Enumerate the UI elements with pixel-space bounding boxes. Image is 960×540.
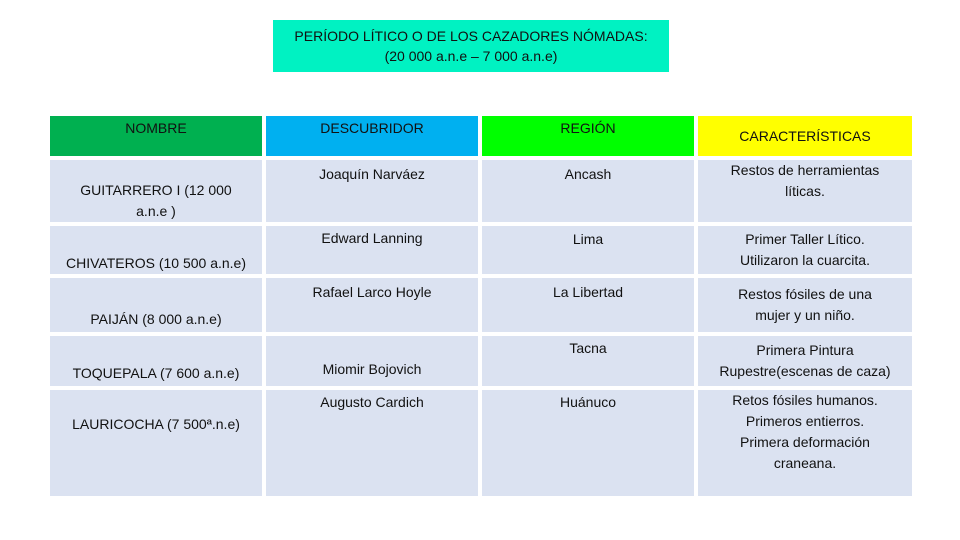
- table-row-5-caracteristicas: [698, 390, 912, 496]
- table-row-4-descubridor: [266, 336, 478, 386]
- cell-text: Miomir Bojovich: [322, 361, 422, 377]
- cell-text: Restos fósiles de una: [738, 286, 872, 302]
- table-row-4-nombre: [50, 336, 262, 386]
- header-nombre-text: NOMBRE: [125, 120, 187, 136]
- cell-text: líticas.: [785, 183, 825, 199]
- cell-text: Edward Lanning: [321, 230, 423, 246]
- page-title: [273, 20, 669, 72]
- table-row-3-nombre: [50, 278, 262, 332]
- cell-text: CHIVATEROS (10 500 a.n.e): [66, 255, 246, 271]
- table-row-1-caracteristicas: [698, 160, 912, 222]
- cell-text: Retos fósiles humanos.: [732, 392, 878, 408]
- cell-text: Lima: [572, 231, 604, 247]
- table-row-3-region: [482, 278, 694, 332]
- table-row-2-region: [482, 226, 694, 274]
- cell-text: Ancash: [564, 166, 612, 182]
- cell-text: LAURICOCHA (7 500ª.n.e): [72, 416, 240, 432]
- title-line-2: (20 000 a.n.e – 7 000 a.n.e): [384, 48, 558, 64]
- table-row-1-nombre: [50, 160, 262, 222]
- table-row-2-caracteristicas: [698, 226, 912, 274]
- cell-text: Huánuco: [559, 394, 617, 410]
- cell-text: Joaquín Narváez: [319, 166, 425, 182]
- header-nombre: [50, 116, 262, 156]
- cell-text: Tacna: [569, 340, 607, 356]
- cell-text: mujer y un niño.: [755, 307, 855, 323]
- cell-text: a.n.e ): [136, 203, 176, 219]
- table-row-5-region: [482, 390, 694, 496]
- cell-text: Primera Pintura: [756, 342, 854, 358]
- table-row-4-region: [482, 336, 694, 386]
- table-row-3-caracteristicas: [698, 278, 912, 332]
- cell-text: Primeros entierros.: [745, 413, 865, 429]
- cell-text: Rupestre(escenas de caza): [719, 363, 891, 379]
- cell-text: Rafael Larco Hoyle: [312, 284, 432, 300]
- cell-text: Restos de herramientas: [730, 162, 880, 178]
- lithic-period-table: [50, 116, 912, 496]
- cell-text: craneana.: [773, 455, 837, 471]
- table-row-1-descubridor: [266, 160, 478, 222]
- header-descubridor: [266, 116, 478, 156]
- header-descubridor-text: DESCUBRIDOR: [320, 120, 424, 136]
- title-line-1: PERÍODO LÍTICO O DE LOS CAZADORES NÓMADAS:: [294, 28, 648, 44]
- cell-text: Primera deformación: [740, 434, 870, 450]
- cell-text: Primer Taller Lítico.: [745, 231, 865, 247]
- header-region-text: REGIÓN: [560, 120, 616, 136]
- cell-text: Utilizaron la cuarcita.: [740, 252, 870, 268]
- cell-text: GUITARRERO I (12 000: [80, 182, 232, 198]
- header-caracteristicas: [698, 116, 912, 156]
- table-row-2-nombre: [50, 226, 262, 274]
- table-row-5-descubridor: [266, 390, 478, 496]
- cell-text: PAIJÁN (8 000 a.n.e): [90, 311, 222, 327]
- header-region: [482, 116, 694, 156]
- table-row-3-descubridor: [266, 278, 478, 332]
- cell-text: TOQUEPALA (7 600 a.n.e): [72, 365, 240, 381]
- cell-text: La Libertad: [552, 284, 624, 300]
- table-row-1-region: [482, 160, 694, 222]
- table-row-2-descubridor: [266, 226, 478, 274]
- cell-text: Augusto Cardich: [320, 394, 424, 410]
- table-row-5-nombre: [50, 390, 262, 496]
- header-caracteristicas-text: CARACTERÍSTICAS: [739, 127, 871, 144]
- table-row-4-caracteristicas: [698, 336, 912, 386]
